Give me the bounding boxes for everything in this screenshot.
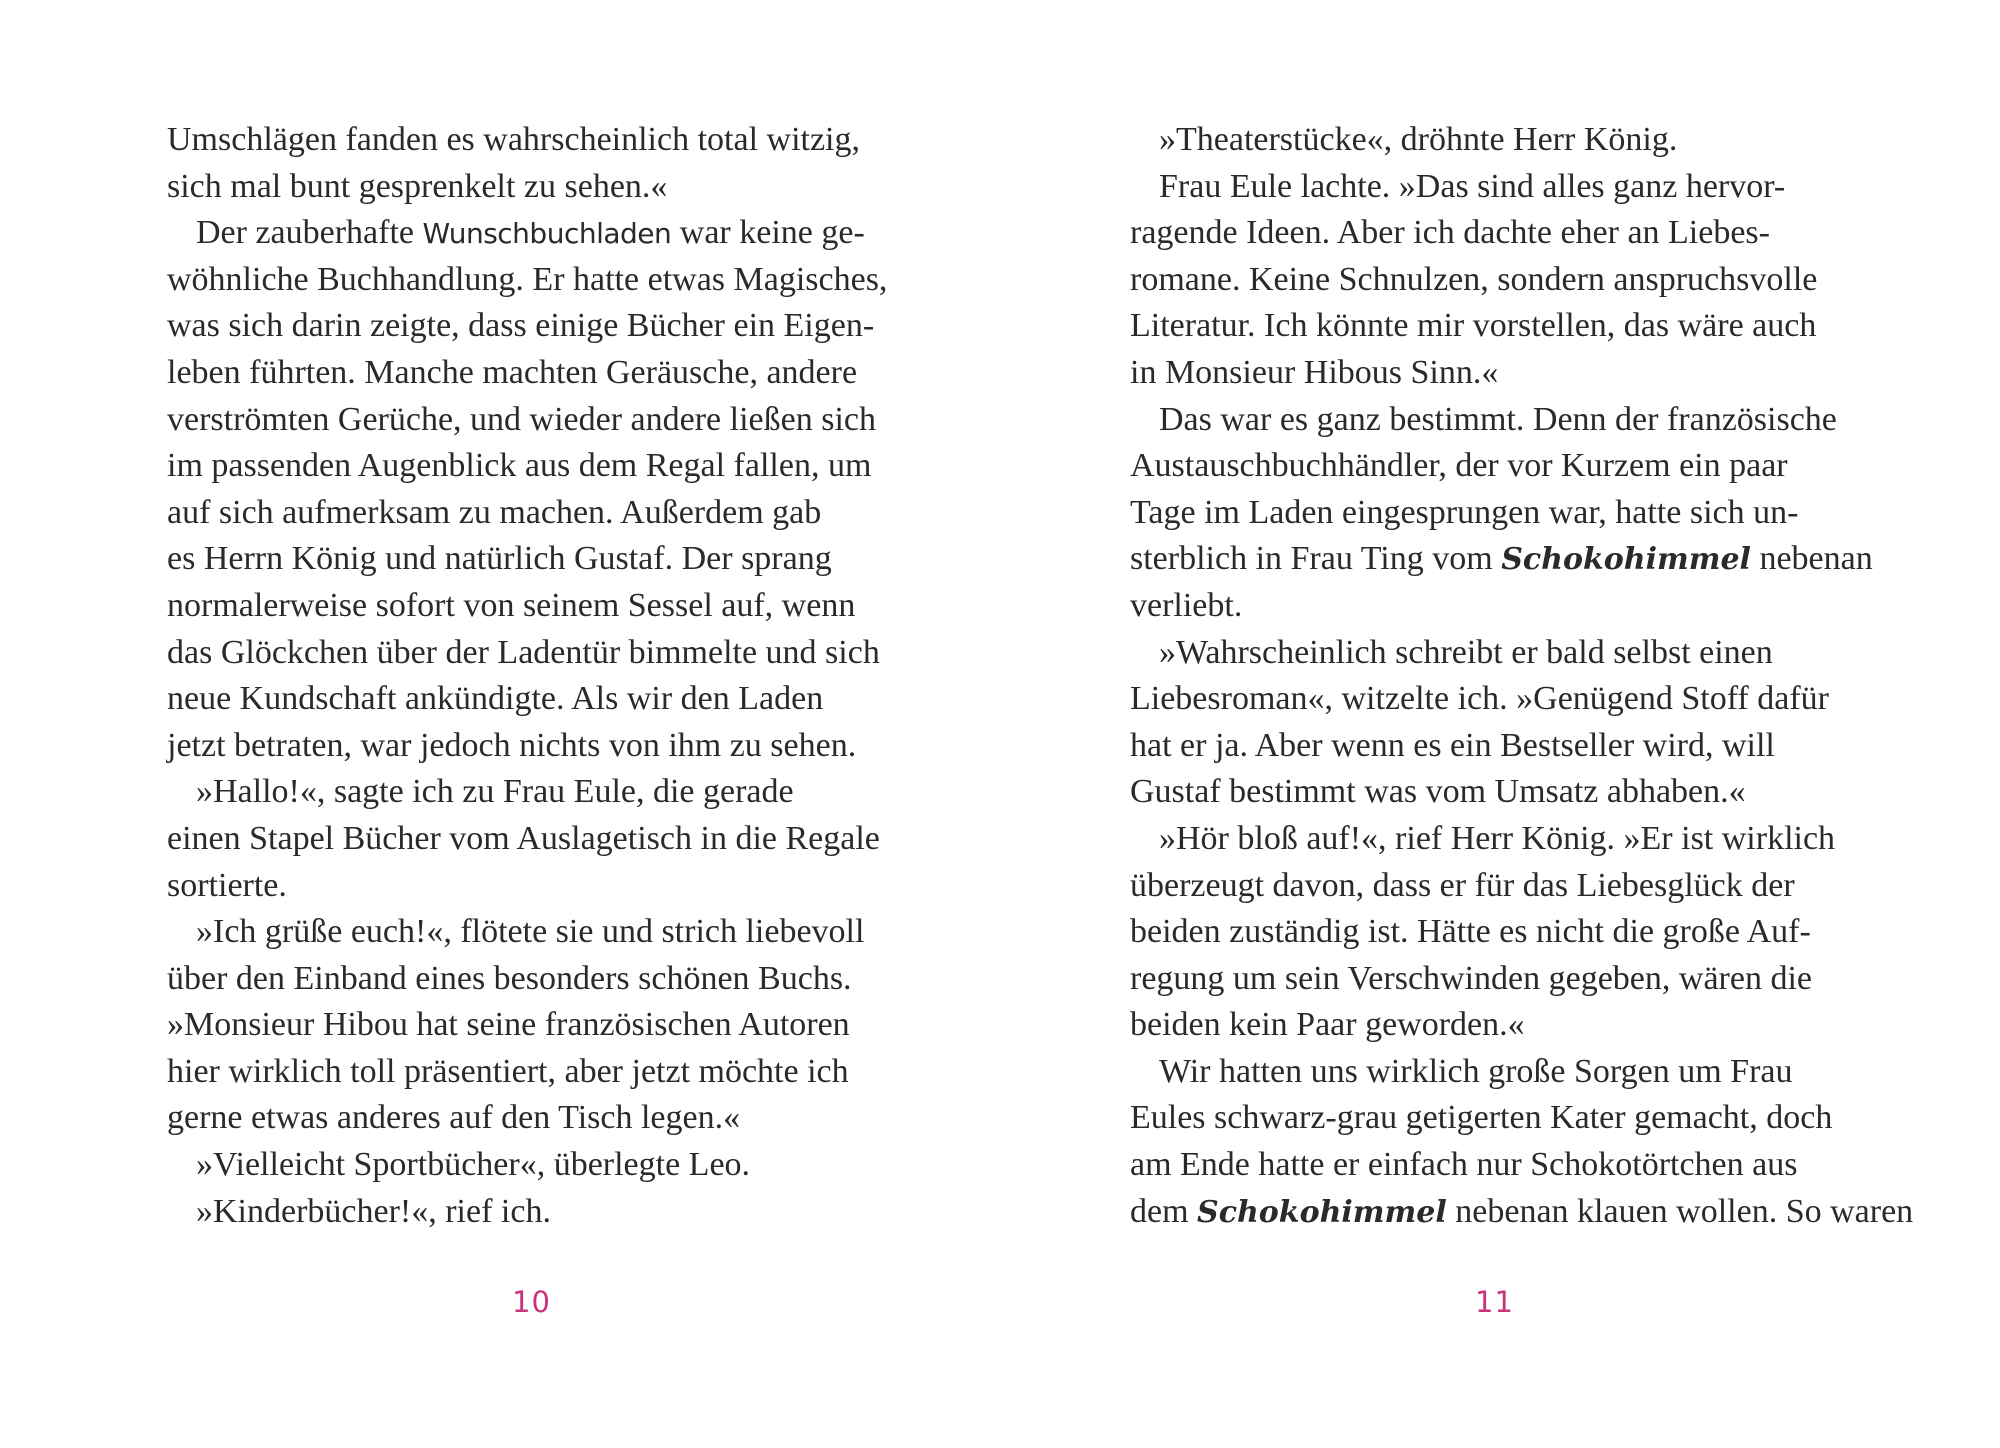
text-line xyxy=(167,1049,927,1096)
text-segment: sich mal bunt gesprenkelt zu sehen.« xyxy=(167,167,668,205)
text-segment: Wir hatten uns wirklich große Sorgen um Frau xyxy=(1159,1052,1793,1090)
text-line xyxy=(1130,769,1910,816)
text-segment: Literatur. Ich könnte mir vorstellen, das wäre auch xyxy=(1130,307,1817,345)
text-segment: beiden zuständig ist. Hätte es nicht die große Auf- xyxy=(1130,913,1811,951)
text-line xyxy=(167,303,927,350)
text-segment: verströmten Gerüche, und wieder andere ließen sich xyxy=(167,400,876,438)
text-line xyxy=(1130,863,1910,910)
text-line xyxy=(167,443,927,490)
text-line xyxy=(1130,490,1910,537)
text-segment: Gustaf bestimmt was vom Umsatz abhaben.« xyxy=(1130,773,1746,811)
text-segment: Der zauberhafte xyxy=(196,214,423,252)
text-line xyxy=(167,723,927,770)
text-line xyxy=(1130,117,1910,164)
text-segment: nebenan klauen wollen. So waren xyxy=(1446,1192,1914,1230)
text-line xyxy=(167,1142,927,1189)
text-segment: »Theaterstücke«, dröhnte Herr König. xyxy=(1159,121,1678,158)
text-segment: romane. Keine Schnulzen, sondern anspruchsvolle xyxy=(1130,260,1818,298)
text-segment: wöhnliche Buchhandlung. Er hatte etwas Magisches, xyxy=(167,260,888,298)
text-line xyxy=(167,816,927,863)
text-line xyxy=(1130,1002,1910,1049)
text-segment: »Kinderbücher!«, rief ich. xyxy=(196,1192,551,1230)
text-line xyxy=(1130,350,1910,397)
text-segment: was sich darin zeigte, dass einige Bücher ein Eigen- xyxy=(167,307,875,345)
text-segment: einen Stapel Bücher vom Auslagetisch in die Regale xyxy=(167,819,880,857)
text-line xyxy=(1130,630,1910,677)
text-line xyxy=(1130,257,1910,304)
text-segment: hat er ja. Aber wenn es ein Bestseller wird, will xyxy=(1130,726,1775,764)
text-segment: Eules schwarz-grau getigerten Kater gemacht, doch xyxy=(1130,1099,1833,1137)
text-line xyxy=(1130,676,1910,723)
text-line xyxy=(167,583,927,630)
text-segment: »Vielleicht Sportbücher«, überlegte Leo. xyxy=(196,1146,751,1184)
text-line xyxy=(167,490,927,537)
text-line xyxy=(167,630,927,677)
text-segment: Umschlägen fanden es wahrscheinlich total witzig, xyxy=(167,121,860,158)
text-line xyxy=(167,1189,927,1236)
text-segment: im passenden Augenblick aus dem Regal fallen, um xyxy=(167,447,872,485)
text-line xyxy=(167,397,927,444)
text-line xyxy=(1130,583,1910,630)
text-line xyxy=(167,257,927,304)
text-segment: hier wirklich toll präsentiert, aber jetzt möchte ich xyxy=(167,1052,849,1090)
text-line xyxy=(1130,816,1910,863)
text-segment: Austauschbuchhändler, der vor Kurzem ein paar xyxy=(1130,447,1788,485)
text-segment: Tage im Laden eingesprungen war, hatte sich un- xyxy=(1130,493,1799,531)
text-segment: ragende Ideen. Aber ich dachte eher an Liebes- xyxy=(1130,214,1770,252)
text-line xyxy=(1130,210,1910,257)
text-segment: sterblich in Frau Ting vom xyxy=(1130,540,1502,578)
cafe-name: Schokohimmel xyxy=(1197,1194,1447,1230)
text-line xyxy=(1130,723,1910,770)
text-line xyxy=(1130,443,1910,490)
text-segment: in Monsieur Hibous Sinn.« xyxy=(1130,353,1499,391)
text-segment: verliebt. xyxy=(1130,586,1243,624)
text-segment: normalerweise sofort von seinem Sessel auf, wenn xyxy=(167,586,856,624)
text-line xyxy=(167,117,927,164)
shop-name: Wunschbuchladen xyxy=(422,217,672,251)
text-line xyxy=(167,909,927,956)
text-segment: »Hallo!«, sagte ich zu Frau Eule, die gerade xyxy=(196,773,794,811)
text-line xyxy=(167,164,927,211)
right-page-text xyxy=(1130,117,1914,1235)
text-line xyxy=(167,350,927,397)
text-line xyxy=(167,210,927,257)
text-line xyxy=(1130,1049,1910,1096)
text-line xyxy=(167,769,927,816)
text-segment: »Ich grüße euch!«, flötete sie und strich liebevoll xyxy=(196,913,865,951)
text-line xyxy=(1130,536,1910,583)
text-segment: Das war es ganz bestimmt. Denn der französische xyxy=(1159,400,1837,438)
text-segment: Liebesroman«, witzelte ich. »Genügend Stoff dafür xyxy=(1130,680,1829,718)
text-segment: gerne etwas anderes auf den Tisch legen.« xyxy=(167,1099,741,1137)
text-line xyxy=(167,1095,927,1142)
text-line xyxy=(1130,397,1910,444)
left-page-number: 10 xyxy=(512,1285,551,1319)
text-line xyxy=(1130,164,1910,211)
text-line xyxy=(167,863,927,910)
text-line xyxy=(167,956,927,1003)
text-line xyxy=(1130,909,1910,956)
text-segment: es Herrn König und natürlich Gustaf. Der sprang xyxy=(167,540,832,578)
text-segment: überzeugt davon, dass er für das Liebesglück der xyxy=(1130,866,1795,904)
text-line xyxy=(167,676,927,723)
text-segment: »Hör bloß auf!«, rief Herr König. »Er ist wirklich xyxy=(1159,819,1836,857)
text-segment: dem xyxy=(1130,1192,1198,1230)
text-segment: neue Kundschaft ankündigte. Als wir den Laden xyxy=(167,680,824,718)
left-page-text xyxy=(167,117,927,1235)
text-line xyxy=(167,1002,927,1049)
text-line xyxy=(167,536,927,583)
text-segment: am Ende hatte er einfach nur Schokotörtchen aus xyxy=(1130,1146,1798,1184)
text-segment: beiden kein Paar geworden.« xyxy=(1130,1006,1525,1044)
text-segment: »Monsieur Hibou hat seine französischen Autoren xyxy=(167,1006,850,1044)
text-line xyxy=(1130,1095,1910,1142)
right-page xyxy=(1000,0,2000,1448)
text-line xyxy=(1130,1189,1914,1236)
text-segment: das Glöckchen über der Ladentür bimmelte und sich xyxy=(167,633,880,671)
right-page-number: 11 xyxy=(1475,1285,1514,1319)
text-segment: leben führten. Manche machten Geräusche, andere xyxy=(167,353,858,391)
text-segment: regung um sein Verschwinden gegeben, wären die xyxy=(1130,959,1812,997)
cafe-name: Schokohimmel xyxy=(1501,542,1751,578)
text-segment: nebenan xyxy=(1750,540,1873,578)
text-segment: über den Einband eines besonders schönen Buchs. xyxy=(167,959,852,997)
text-segment: jetzt betraten, war jedoch nichts von ihm zu sehen. xyxy=(167,726,857,764)
text-line xyxy=(1130,303,1910,350)
text-line xyxy=(1130,1142,1910,1189)
text-segment: sortierte. xyxy=(167,866,287,904)
text-segment: war keine ge- xyxy=(671,214,865,252)
text-segment: »Wahrscheinlich schreibt er bald selbst einen xyxy=(1159,633,1773,671)
text-segment: auf sich aufmerksam zu machen. Außerdem gab xyxy=(167,493,822,531)
text-line xyxy=(1130,956,1910,1003)
text-segment: Frau Eule lachte. »Das sind alles ganz hervor- xyxy=(1159,167,1786,205)
